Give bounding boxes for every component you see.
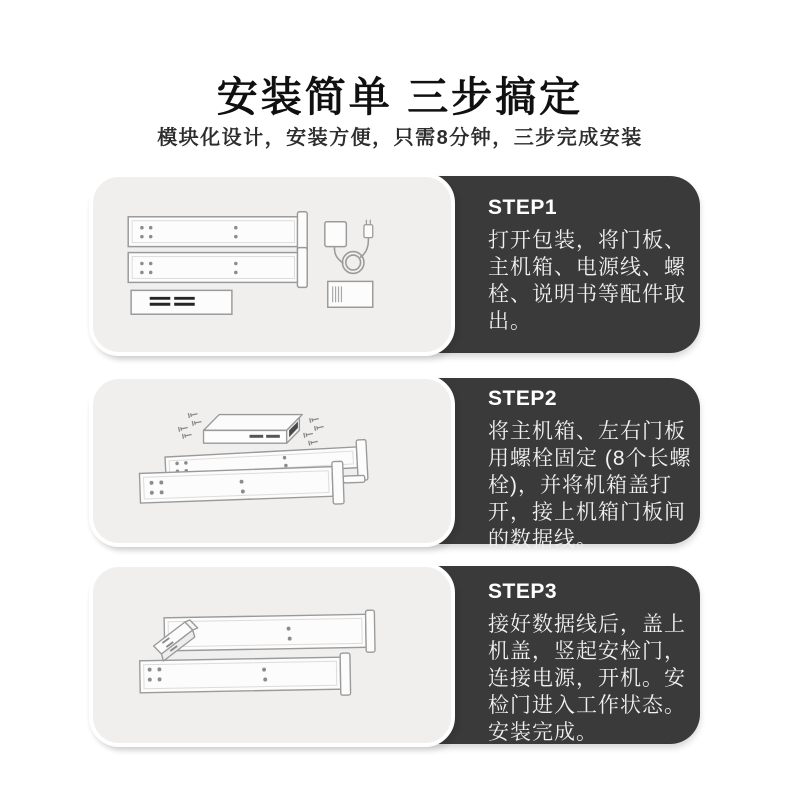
page-subtitle: 模块化设计，安装方便，只需8分钟，三步完成安装	[157, 127, 643, 149]
step1-text	[488, 196, 700, 335]
page-title: 安装简单 三步搞定	[216, 74, 584, 120]
step2-illustration-panel	[89, 375, 455, 547]
screw-icon	[192, 419, 202, 426]
screw-assembly-illustration	[93, 379, 451, 543]
step1-card	[92, 176, 700, 353]
door-panel-upper	[164, 610, 375, 656]
step2-text	[488, 387, 700, 553]
main-unit-box	[131, 290, 232, 314]
step1-description: 打开包装，将门板、主机箱、电源线、螺栓、说明书等配件取出。	[488, 229, 686, 333]
manual-booklet	[328, 281, 373, 307]
screw-icon	[310, 416, 320, 423]
step1-label: STEP1	[488, 196, 558, 219]
package-contents-illustration	[93, 177, 451, 352]
screw-icon	[309, 439, 319, 446]
step3-card	[92, 566, 700, 744]
step2-description: 将主机箱、左右门板用螺栓固定 (8个长螺栓)，并将机箱盖打开，接上机箱门板间的数据线。	[488, 420, 692, 551]
step1-illustration-panel	[89, 173, 455, 356]
step3-illustration-panel	[89, 563, 455, 747]
screw-icon	[304, 431, 314, 438]
screw-icon	[182, 432, 192, 439]
step3-label: STEP3	[488, 580, 558, 603]
assembled-door-illustration	[93, 567, 451, 743]
step3-description: 接好数据线后，盖上机盖，竖起安检门，连接电源，开机。安检门进入工作状态。安装完成。	[488, 613, 686, 744]
step2-card	[92, 378, 700, 551]
screw-icon	[315, 424, 325, 431]
door-panel-a	[128, 212, 307, 252]
screw-icon	[188, 411, 198, 418]
step2-label: STEP2	[488, 387, 558, 410]
power-adapter	[325, 220, 373, 274]
door-panel-lower	[140, 653, 351, 699]
screw-icon	[179, 425, 189, 432]
door-panel-b	[128, 248, 307, 288]
main-unit-box-3d	[204, 415, 303, 444]
step3-text	[488, 580, 700, 746]
